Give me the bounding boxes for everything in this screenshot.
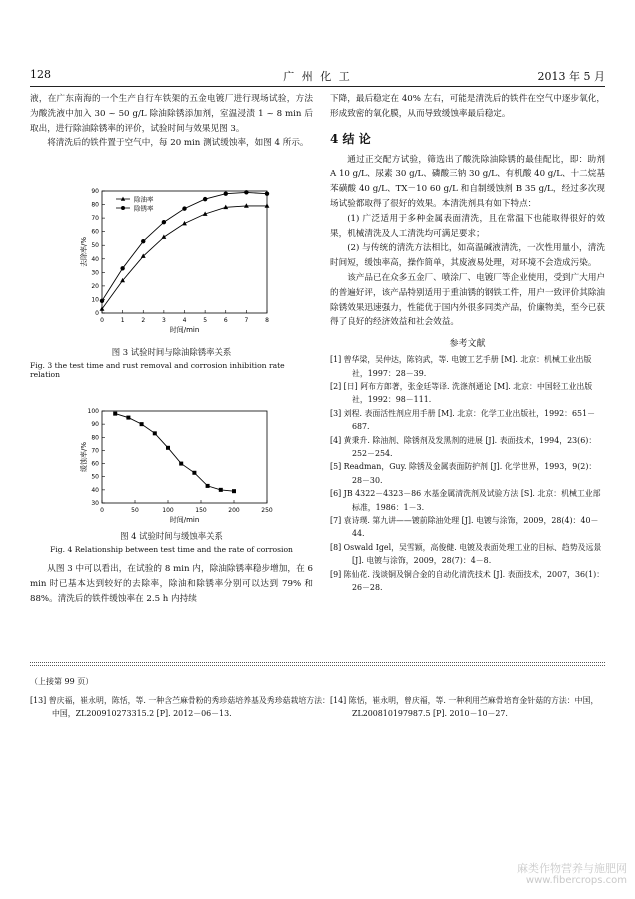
data-point	[179, 462, 183, 466]
x-tick-label: 200	[228, 507, 240, 514]
x-tick-label: 0	[100, 317, 104, 324]
footer-reference-14: [14] 陈恬，崔永明，曾庆福，等. 一种利用苎麻骨培育金针菇的方法：中国，ZL200810197987.5 [P]. 2010－10－27.	[330, 696, 599, 719]
x-tick-label: 5	[203, 317, 208, 324]
x-tick-label: 50	[131, 507, 139, 514]
data-point	[206, 484, 210, 488]
figure-3-chart	[70, 183, 275, 343]
y-tick-label: 30	[91, 500, 99, 507]
data-point	[203, 197, 207, 201]
y-tick-label: 70	[91, 447, 99, 455]
reference-item: [9] 陈仙花. 浅谈铜及铜合金的自动化清洗技术 [J]. 表面技术，2007，36(1)：26－28.	[330, 569, 605, 593]
y-tick-label: 20	[91, 282, 99, 290]
section-title-conclusion: 4 结 论	[330, 131, 371, 146]
reference-item: [3] 刘程. 表面活性剂应用手册 [M]. 北京：化学工业出版社，1992：651－687.	[330, 408, 595, 432]
x-tick-label: 4	[182, 317, 187, 324]
y-tick-label: 40	[91, 255, 99, 263]
reference-item: [7] 袁诗璞. 第九讲——镀前除油处理 [J]. 电镀与涂饰，2009，28(4)：40－44.	[330, 516, 599, 539]
x-tick-label: 0	[100, 507, 104, 514]
y-tick-label: 80	[91, 434, 99, 442]
conclusion-paragraph-4: 该产品已在众多五金厂、喷涂厂、电镀厂等企业使用，受到广大用户的普遍好评，该产品特别适用于重油锈的钢铁工件，用户一致评价其除油除锈效果迅速强力，性能优于国内外很多同类产品，价廉物美，至今已获得了良好的经济效益和社会效益。	[330, 272, 606, 328]
data-point	[100, 299, 104, 303]
y-tick-label: 60	[91, 228, 99, 236]
data-point	[120, 266, 124, 270]
data-point	[182, 206, 186, 210]
data-point	[126, 416, 130, 420]
plot-frame	[102, 411, 267, 503]
page-number: 128	[30, 68, 51, 81]
watermark-url: www.fibercrops.com	[525, 875, 627, 886]
x-tick-label: 3	[161, 317, 166, 324]
left-column	[30, 92, 313, 151]
y-tick-label: 10	[91, 296, 99, 304]
issue-date: 2013 年 5 月	[537, 70, 605, 83]
x-tick-label: 6	[223, 317, 228, 324]
figure-3	[70, 183, 275, 343]
data-point	[140, 422, 144, 426]
y-tick-label: 90	[91, 421, 99, 429]
right-column	[330, 92, 605, 594]
footer-separator	[30, 662, 605, 663]
reference-item: [6] JB 4322－4323－86 水基金属清洗剂及试验方法 [S]. 北京：机械工业部标准，1986：1－3.	[330, 489, 601, 512]
left-paragraph-1: 液，在广东南海的一个生产自行车铁架的五金电镀厂进行现场试验，方法为酸洗液中加入 30 ~ 50 g/L 除油除锈添加剂，室温浸渍 1 ~ 8 min 后取出，进行除油除锈率的评价，试验时间与效果见图 3。	[30, 94, 313, 134]
x-tick-label: 100	[162, 507, 174, 514]
journal-name: 广 州 化 工	[283, 70, 352, 83]
y-tick-label: 100	[87, 408, 99, 415]
figure-4-chart	[70, 405, 275, 530]
reference-item: [1] 曾华梁，吴仲达，陈钧武，等. 电镀工艺手册 [M]. 北京：机械工业出版社，1997：28－39.	[330, 355, 592, 378]
data-point	[232, 489, 236, 493]
data-point	[224, 192, 228, 196]
data-point	[153, 431, 157, 435]
y-tick-label: 40	[91, 486, 99, 494]
reference-item: [4] 黄秉升. 除油剂、除锈剂及发黑剂的进展 [J]. 表面技术，1994，23(6)：252－254.	[330, 435, 597, 458]
legend-label: 除油率	[134, 195, 154, 204]
figure-4-caption-zh: 图 4 试验时间与缓蚀率关系	[120, 531, 223, 541]
data-point	[244, 190, 248, 194]
y-tick-label: 70	[91, 215, 99, 223]
footer-reference-13: [13] 曾庆福，崔永明，陈恬，等. 一种含苎麻骨粉的秀珍菇培养基及秀珍菇栽培方法：中国，ZL200910273315.2 [P]. 2012－06－13.	[30, 696, 330, 719]
data-point	[219, 488, 223, 492]
left-paragraph-2: 将清洗后的铁件置于空气中，每 20 min 测试缓蚀率，如图 4 所示。	[47, 138, 309, 149]
data-point	[166, 446, 170, 450]
left-column-bottom	[30, 562, 313, 606]
x-tick-label: 250	[261, 507, 273, 514]
x-tick-label: 8	[265, 317, 269, 324]
data-point	[265, 192, 269, 196]
y-tick-label: 50	[91, 242, 99, 250]
y-tick-label: 80	[91, 201, 99, 209]
right-paragraph-continued: 下降，最后稳定在 40% 左右，可能是清洗后的铁件在空气中逐步氧化，形成致密的氧化膜，从而导致缓蚀率最后稳定。	[330, 94, 605, 119]
y-tick-label: 0	[95, 310, 99, 317]
reference-item: [8] Oswald Igel，吴雪颖，高俊健. 电镀及表面处理工业的目标、趋势及远景 [J]. 电镀与涂饰，2009，28(7)：4－8.	[330, 542, 602, 566]
figure-4	[70, 405, 275, 530]
data-point	[192, 471, 196, 475]
conclusion-paragraph-2: (1) 广泛适用于多种金属表面清洗，且在常温下也能取得很好的效果，机械清洗及人工清洗均可满足要求；	[330, 213, 605, 239]
data-point	[141, 239, 145, 243]
y-axis-label: 去除率/%	[80, 236, 88, 268]
conclusion-paragraph-3: (2) 与传统的清洗方法相比，如高温碱液清洗，一次性用量小，清洗时间短，缓蚀率高，操作简单，其废液易处理，对环境不会造成污染。	[330, 243, 605, 269]
left-paragraph-3: 从图 3 中可以看出，在试验的 8 min 内，除油除锈率稳步增加，在 6 min 时已基本达到较好的去除率，除油和除锈率分别可以达到 79% 和 88%。清洗后的铁件缓蚀率在 2.5 h 内持续	[30, 564, 313, 604]
y-tick-label: 90	[91, 188, 99, 195]
continued-note: （上接第 99 页）	[30, 677, 94, 686]
y-tick-label: 60	[91, 460, 99, 468]
data-point	[162, 220, 166, 224]
figure-4-caption-en: Fig. 4 Relationship between test time and the rate of corrosion	[50, 545, 293, 554]
series-line	[115, 414, 234, 492]
legend-marker	[121, 206, 125, 210]
reference-item: [2] [日] 阿布方郎著，张金廷等译. 洗涤剂通论 [M]. 北京：中国轻工业出版社，1992：98－111.	[330, 381, 593, 405]
figure-3-caption-zh: 图 3 试验时间与除油除锈率关系	[111, 347, 232, 357]
references-title: 参考文献	[449, 339, 486, 350]
y-tick-label: 30	[91, 269, 99, 277]
x-tick-label: 150	[195, 507, 207, 514]
x-axis-label: 时间/min	[169, 326, 200, 334]
x-tick-label: 2	[141, 317, 146, 324]
reference-item: [5] Readman，Guy. 除锈及金属表面防护剂 [J]. 化学世界，1993，9(2)：28－30.	[330, 462, 597, 485]
legend-label: 除锈率	[134, 204, 154, 213]
y-axis-label: 缓蚀率/%	[80, 441, 88, 473]
footer-separator-2	[30, 665, 605, 666]
header-rule	[30, 86, 605, 87]
data-point	[161, 234, 166, 238]
x-axis-label: 时间/min	[169, 516, 200, 524]
x-tick-label: 1	[120, 317, 125, 324]
y-tick-label: 50	[91, 473, 99, 481]
data-point	[113, 412, 117, 416]
conclusion-paragraph-1: 通过正交配方试验，筛选出了酸洗除油除锈的最佳配比，即：助剂 A 10 g/L、尿素 30 g/L、磷酸三钠 30 g/L、有机酸 40 g/L、十二烷基苯磺酸 40 g/L、TX－10 60 g/L 和自制缓蚀剂 B 35 g/L，经过多次现场试验都取得了很好的效果。本清洗剂具有如下特点：	[330, 154, 605, 209]
watermark-text: 麻类作物营养与施肥网	[517, 862, 627, 875]
figure-3-caption-en: Fig. 3 the test time and rust removal and corrosion inhibition rate relation	[30, 361, 285, 379]
x-tick-label: 7	[244, 317, 249, 324]
